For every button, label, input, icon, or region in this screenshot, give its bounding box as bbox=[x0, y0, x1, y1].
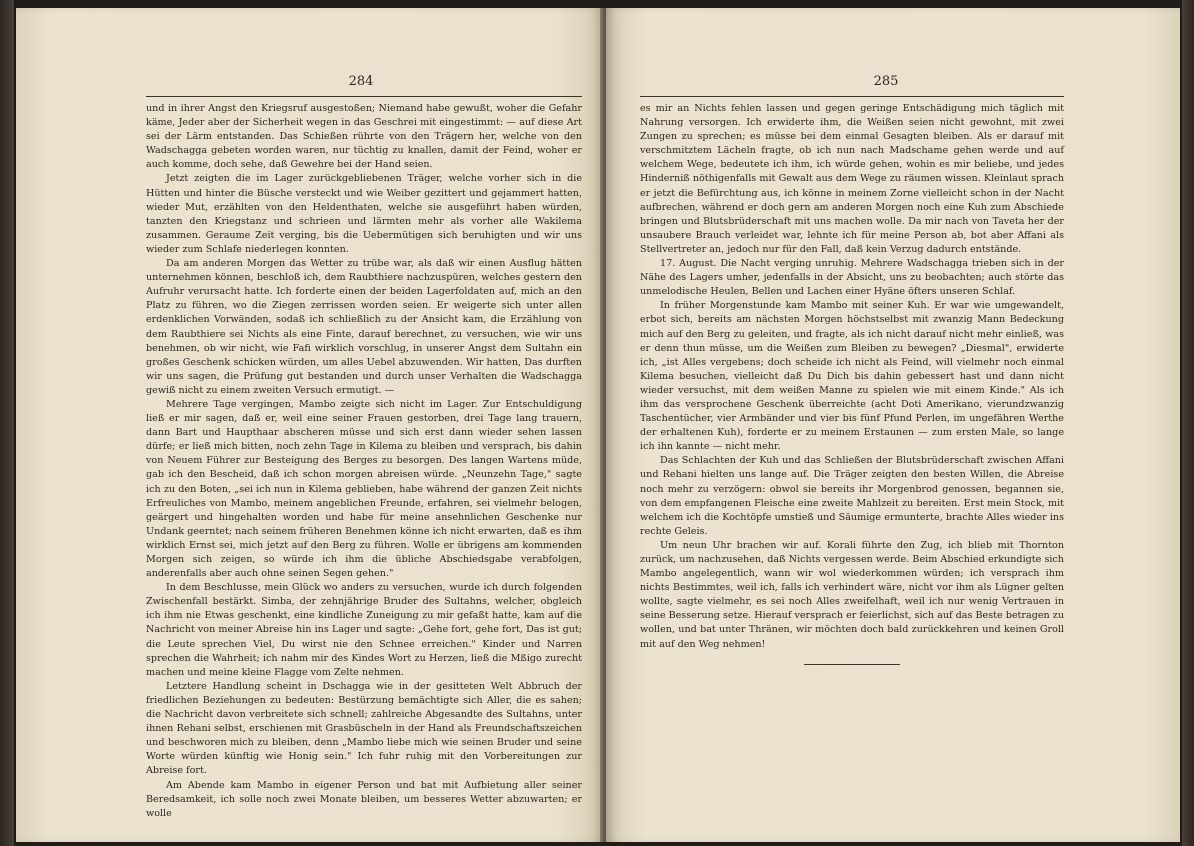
paragraph: Um neun Uhr brachen wir auf. Korali führte den Zug, ich blieb mit Thornton zurück, um nachzusehen, daß Nichts vergessen werde. Beim Abschied erkundigte sich Mambo angelegentlich, wann wir wol wiederkommen würden; ich versprach ihm nichts Bestimmtes, weil ich, falls ich verhindert wäre, nicht vor ihm als Lügner gelten wollte, sagte vielmehr, es sei noch Alles zweifelhaft, weil ich nur wenig Vertrauen in seine Besserung setze. Hierauf versprach er feierlichst, sich auf das Beste betragen zu wollen, und bat unter Thränen, wir möchten doch bald zurückkehren und keinen Groll mit auf den Weg nehmen! bbox=[640, 539, 1064, 650]
paragraph: Jetzt zeigten die im Lager zurückgebliebenen Träger, welche vorher sich in die Hütten und hinter die Büsche versteckt und wie Weiber gezittert und gejammert hatten, wieder Mut, erzählten von den Heldenthaten, welche sie ausgeführt haben würden, tanzten den Kriegstanz und schrieen und lärmten mehr als vorher alle Wakilema zusammen. Geraume Zeit verging, bis die Uebermütigen sich beruhigten und wir uns wieder zum Schlafe niederlegen konnten. bbox=[146, 173, 582, 255]
header-rule bbox=[640, 96, 1064, 97]
page-number: 284 bbox=[348, 74, 374, 89]
paragraph: Da am anderen Morgen das Wetter zu trübe war, als daß wir einen Ausflug hätten unternehmen können, beschloß ich, dem Raubthiere nachzuspüren, welches gestern den Aufruhr verursacht hatte. Ich forderte einen der beiden Lagerfoldaten auf, mich an den Platz zu führen, wo die Ziegen zerrissen worden seien. Er weigerte sich unter allen erdenklichen Vorwänden, sodaß ich schließlich zu der Ansicht kam, die Erzählung von dem Raubthiere sei Nichts als eine Finte, darauf berechnet, zu versuchen, wie wir uns benehmen, ob wir nicht, wie Fafi wirklich vorschlug, in unserer Angst dem Sultahn ein großes Geschenk schicken würden, um alles Uebel abzuwenden. Wir hatten, Das durften wir uns sagen, die Prüfung gut bestanden und durch unser Verhalten die Wadschagga gewiß nicht zu einem zweiten Versuch ermutigt. — bbox=[146, 258, 582, 396]
page-text bbox=[640, 102, 1064, 665]
paragraph: In früher Morgenstunde kam Mambo mit seiner Kuh. Er war wie umgewandelt, erbot sich, bereits am nächsten Morgen höchstselbst mit zwanzig Mann Bedeckung mich auf den Berg zu geleiten, und fragte, als ich nicht darauf nicht mehr einließ, was er denn thun müsse, um die Weißen zum Bleiben zu bewegen? „Diesmal", erwiderte ich, „ist Alles vergebens; doch scheide ich nicht als Feind, will vielmehr noch einmal Kilema besuchen, vielleicht daß Du Dich bis dahin gebessert hast und dann nicht wieder versuchst, mit dem weißen Manne zu spielen wie mit einem Kinde." Als ich ihm das versprochene Geschenk überreichte (acht Doti Amerikano, vierundzwanzig Taschentücher, vier Armbänder und vier bis fünf Pfund Perlen, im ungefähren Werthe der erhaltenen Kuh), forderte er zu meinem Erstaunen — zum ersten Male, so lange ich ihn kannte — nicht mehr. bbox=[640, 300, 1064, 453]
paragraph: es mir an Nichts fehlen lassen und gegen geringe Entschädigung mich täglich mit Nahrung versorgen. Ich erwiderte ihm, die Weißen seien nicht gewohnt, mit zwei Zungen zu sprechen; es müsse bei dem einmal Gesagten bleiben. Als er darauf mit verschmitztem Lächeln fragte, ob ich nun nach Madschame gehen werde und auf welchem Wege, bedeutete ich ihm, ich würde gehen, wohin es mir beliebe, und jedes Hinderniß nöthigenfalls mit Gewalt aus dem Wege zu räumen wissen. Kleinlaut sprach er jetzt die Befürchtung aus, ich könne in meinem Zorne vielleicht schon in der Nacht aufbrechen, während er doch gern am anderen Morgen noch eine Kuh zum Abschiede bringen und Blutsbrüderschaft mit uns machen wolle. Da mir nach von Taveta her der unsaubere Brauch verleidet war, lehnte ich für meine Person ab, bot aber Affani als Stellvertreter an, jedoch nur für den Fall, daß kein Verzug dadurch entstände. bbox=[640, 103, 1064, 255]
paragraph: Mehrere Tage vergingen, Mambo zeigte sich nicht im Lager. Zur Entschuldigung ließ er mir sagen, daß er, weil eine seiner Frauen gestorben, drei Tage lang trauern, dann Bart und Haupthaar abscheren müsse und sich erst dann wieder sehen lassen dürfe; er ließ mich bitten, noch zehn Tage in Kilema zu bleiben und versprach, bis dahin von Neuem Führer zur Besteigung des Berges zu besorgen. Des langen Wartens müde, gab ich den Bescheid, daß ich schon morgen abreisen würde. „Neunzehn Tage," sagte ich zu den Boten, „sei ich nun in Kilema geblieben, habe während der ganzen Zeit nichts Erfreuliches von Mambo, meinem angeblichen Freunde, erfahren, sei vielmehr belogen, geärgert und hingehalten worden und habe für meine ansehnlichen Geschenke nur Undank geerntet; nach seinem früheren Benehmen könne ich nicht erwarten, daß es ihm wirklich Ernst sei, mich jetzt auf den Berg zu führen. Wolle er übrigens am kommenden Morgen sich zeigen, so würde ich ihm die übliche Abschiedsgabe verabfolgen, anderenfalls aber auch ohne seinen Segen gehen." bbox=[146, 398, 582, 580]
paragraph: In dem Beschlusse, mein Glück wo anders zu versuchen, wurde ich durch folgenden Zwischenfall bestärkt. Simba, der zehnjährige Bruder des Sultahns, welcher, obgleich ich ihm nie Etwas geschenkt, eine kindliche Zuneigung zu mir gefaßt hatte, kam auf die Nachricht von meiner Abreise hin ins Lager und sagte: „Gehe fort, gehe fort, Das ist gut; die Leute sprechen Viel, Du wirst nie den Schnee erreichen." Kinder und Narren sprechen die Wahrheit; ich nahm mir des Kindes Wort zu Herzen, ließ die Mßigo zurecht machen und meine kleine Flagge vom Zelte nehmen. bbox=[146, 582, 582, 678]
chapter-end-rule bbox=[804, 664, 900, 665]
right-page bbox=[606, 8, 1180, 842]
cover-edge-right bbox=[1182, 0, 1194, 846]
left-page bbox=[16, 8, 604, 842]
page-number: 285 bbox=[873, 74, 899, 89]
paragraph: Letztere Handlung scheint in Dschagga wie in der gesitteten Welt Abbruch der friedlichen Beziehungen zu bedeuten: Bestürzung bemächtigte sich Aller, die es sahen; die Nachricht davon verbreitete sich schnell; zahlreiche Abgesandte des Sultahns, unter ihnen Rehani selbst, erschienen mit Grasbüscheln in der Hand als Freundschaftszeichen und beschworen mich zu bleiben, denn „Mambo liebe mich wie seinen Bruder und seine Worte würden künftig wie Honig sein." Ich fuhr ruhig mit den Vorbereitungen zur Abreise fort. bbox=[146, 680, 582, 777]
paragraph: 17. August. Die Nacht verging unruhig. Mehrere Wadschagga trieben sich in der Nähe des Lagers umher, jedenfalls in der Absicht, uns zu beobachten; auch störte das unmelodische Heulen, Bellen und Lachen einer Hyäne öfters unseren Schlaf. bbox=[640, 258, 1064, 298]
cover-edge-left bbox=[0, 0, 14, 846]
paragraph: Am Abende kam Mambo in eigener Person und bat mit Aufbietung aller seiner Beredsamkeit, ich solle noch zwei Monate bleiben, um besseres Wetter abzuwarten; er wolle bbox=[146, 779, 582, 819]
header-rule bbox=[146, 96, 582, 97]
paragraph: Das Schlachten der Kuh und das Schließen der Blutsbrüderschaft zwischen Affani und Rehani hielten uns lange auf. Die Träger zeigten den besten Willen, die Abreise noch mehr zu verzögern: obwol sie bereits ihr Morgenbrod genossen, begannen sie, von dem empfangenen Fleische eine zweite Mahlzeit zu bereiten. Erst mein Stock, mit welchem ich die Kochtöpfe umstieß und Säumige ermunterte, brachte Alles wieder ins rechte Geleis. bbox=[640, 455, 1064, 537]
paragraph: und in ihrer Angst den Kriegsruf ausgestoßen; Niemand habe gewußt, woher die Gefahr käme, Jeder aber der Sicherheit wegen in das Geschrei mit eingestimmt: — auf diese Art sei der Lärm entstanden. Das Schießen rührte von den Trägern her, welche von den Wadschagga gebeten worden waren, nur tüchtig zu knallen, damit der Feind, woher er auch komme, doch sehe, daß Gewehre bei der Hand seien. bbox=[146, 103, 582, 171]
page-text bbox=[146, 102, 582, 821]
